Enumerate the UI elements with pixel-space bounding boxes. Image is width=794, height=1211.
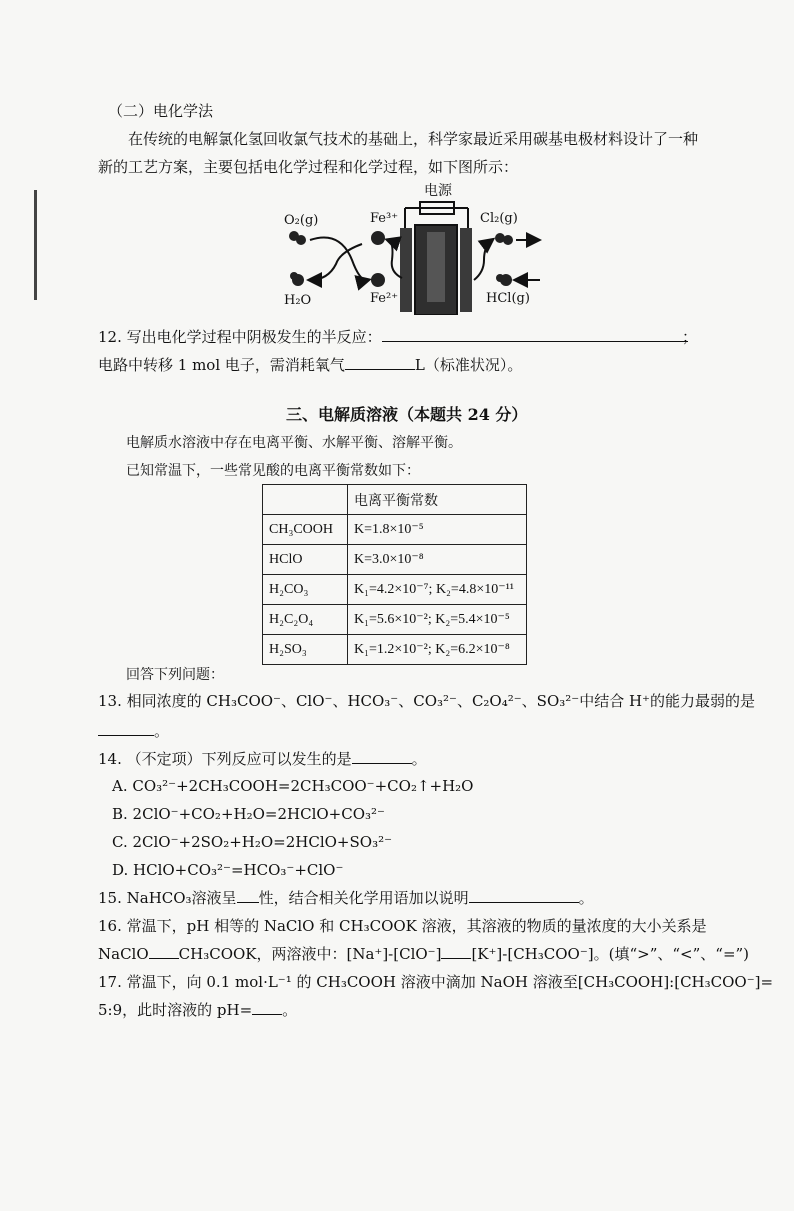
q12-line2: 电路中转移 1 mol 电子，需消耗氧气 L（标准状况）。 [98, 356, 523, 374]
q14-option-d: D. HClO+CO₃²⁻=HCO₃⁻+ClO⁻ [112, 861, 344, 879]
section3-intro1: 电解质水溶液中存在电离平衡、水解平衡、溶解平衡。 [126, 435, 462, 451]
binding-margin-line [34, 190, 37, 300]
q14-option-c: C. 2ClO⁻+2SO₂+H₂O=2HClO+SO₃²⁻ [112, 833, 393, 851]
q17-line2: 5:9，此时溶液的 pH= 。 [98, 1001, 298, 1019]
table-cell: K=1.8×10⁻⁵ [348, 515, 527, 545]
q15-answer-blank-1[interactable] [237, 888, 259, 903]
table-cell: K=3.0×10⁻⁸ [348, 545, 527, 575]
table-cell: HClO [263, 545, 348, 575]
h2o-label: H₂O [284, 293, 312, 308]
section2-intro-line1: 在传统的电解氯化氢回收氯气技术的基础上，科学家最近采用碳基电极材料设计了一种 [128, 130, 699, 148]
q15-answer-blank-2[interactable] [469, 888, 579, 903]
answer-prompt: 回答下列问题： [126, 667, 224, 683]
table-cell: K₁=5.6×10⁻²; K₂=5.4×10⁻⁵ [348, 605, 527, 635]
q12-line1-end: ； [682, 328, 698, 346]
table-cell: H₂SO₃ [263, 635, 348, 665]
q15-line: 15. NaHCO₃溶液呈 性，结合相关化学用语加以说明 。 [98, 889, 594, 907]
q14-option-a: A. CO₃²⁻+2CH₃COOH=2CH₃COO⁻+CO₂↑+H₂O [112, 777, 474, 795]
q13-answer-blank[interactable] [98, 721, 154, 736]
table-header-cell: 电离平衡常数 [348, 485, 527, 515]
cl2-label: Cl₂(g) [480, 211, 518, 226]
table-cell: CH₃COOH [263, 515, 348, 545]
table-row [263, 605, 527, 635]
table-cell: H₂CO₃ [263, 575, 348, 605]
table-header-cell [263, 485, 348, 515]
table-row [263, 575, 527, 605]
table-row [263, 515, 527, 545]
q17-answer-blank[interactable] [252, 1000, 282, 1015]
q16-answer-blank-2[interactable] [441, 944, 471, 959]
q14-answer-blank[interactable] [352, 749, 412, 764]
q12-answer-blank-1[interactable] [382, 327, 688, 342]
q12-line1: 12. 写出电化学过程中阴极发生的半反应： [98, 326, 688, 348]
section3-intro2: 已知常温下，一些常见酸的电离平衡常数如下： [126, 463, 420, 479]
q13-line1: 13. 相同浓度的 CH₃COO⁻、ClO⁻、HCO₃⁻、CO₃²⁻、C₂O₄²⁻、SO₃²⁻中结合 H⁺的能力最弱的是 [98, 692, 755, 710]
table-header-row [263, 485, 527, 515]
acid-constants-table [262, 484, 527, 665]
fe3-label: Fe³⁺ [370, 211, 399, 226]
table-row [263, 635, 527, 665]
section2-intro-line2: 新的工艺方案，主要包括电化学过程和化学过程，如下图所示： [98, 158, 519, 176]
fe2-label: Fe²⁺ [370, 291, 399, 306]
table-cell: K₁=4.2×10⁻⁷; K₂=4.8×10⁻¹¹ [348, 575, 527, 605]
q12-answer-blank-2[interactable] [345, 355, 415, 370]
o2-label: O₂(g) [284, 213, 319, 228]
q14-option-b: B. 2ClO⁻+CO₂+H₂O=2HClO+CO₃²⁻ [112, 805, 385, 823]
power-source-label: 电源 [424, 183, 452, 199]
q17-line1: 17. 常温下，向 0.1 mol·L⁻¹ 的 CH₃COOH 溶液中滴加 NaOH 溶液至[CH₃COOH]:[CH₃COO⁻]= [98, 973, 774, 991]
section2-heading: （二）电化学法 [108, 102, 214, 120]
hcl-label: HCl(g) [486, 291, 530, 306]
q16-answer-blank-1[interactable] [149, 944, 179, 959]
section3-heading: 三、电解质溶液（本题共 24 分） [286, 405, 528, 424]
q16-line1: 16. 常温下，pH 相等的 NaClO 和 CH₃COOK 溶液，其溶液的物质的量浓度的大小关系是 [98, 917, 707, 935]
q14-stem: 14. （不定项）下列反应可以发生的是 。 [98, 750, 427, 768]
q13-line2: 。 [98, 720, 169, 742]
table-cell: H₂C₂O₄ [263, 605, 348, 635]
table-cell: K₁=1.2×10⁻²; K₂=6.2×10⁻⁸ [348, 635, 527, 665]
q16-line2: NaClO CH₃COOK，两溶液中：[Na⁺]-[ClO⁻] [K⁺]-[CH₃COO⁻]。(填“>”、“<”、“=”) [98, 945, 750, 963]
table-row [263, 545, 527, 575]
